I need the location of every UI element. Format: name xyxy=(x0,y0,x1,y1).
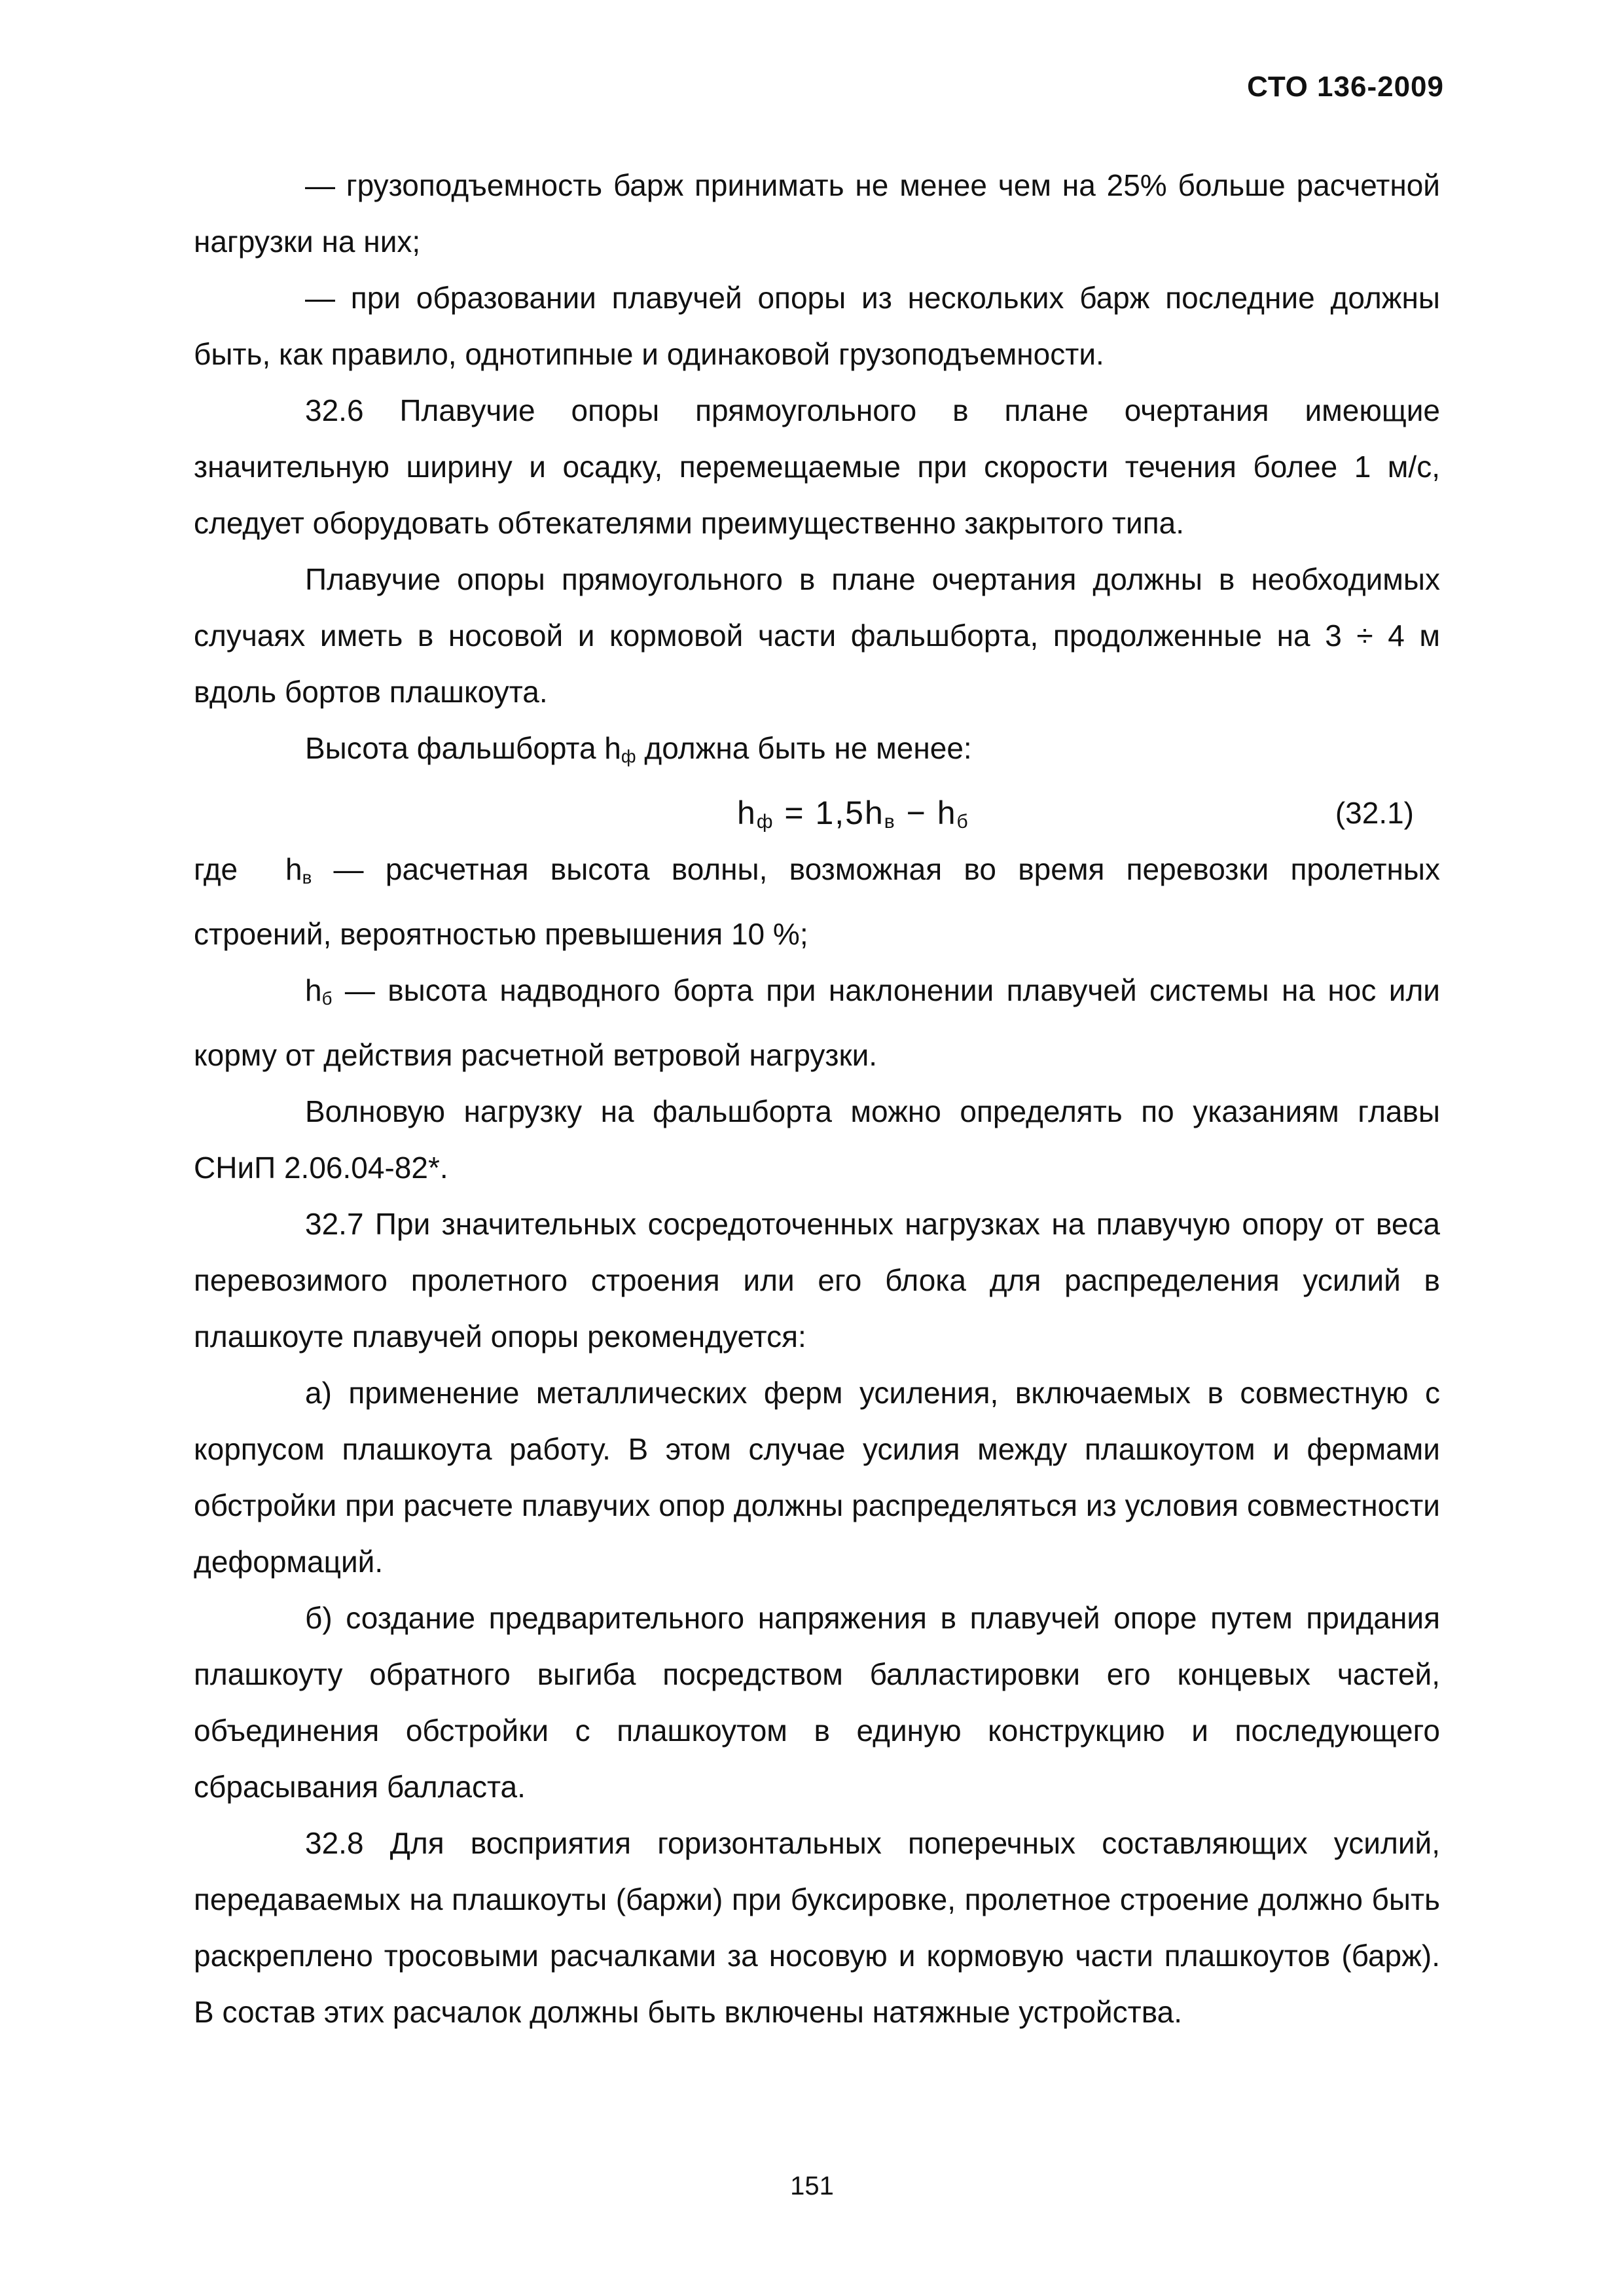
paragraph-bulwarks: Плавучие опоры прямоугольного в плане очертания должны в необходимых случаях иметь в носовой и кормовой части фальшборта, продолженные на 3 ÷ 4 м вдоль бортов плашкоута. xyxy=(194,562,1440,709)
paragraph-barge-capacity: — грузоподъемность барж принимать не менее чем на 25% больше расчетной нагрузки на них; xyxy=(194,168,1440,259)
page-content xyxy=(194,157,1440,2040)
formula-expression: $h_ф = 1,5h_в - h_б$ xyxy=(737,795,969,833)
document-code-header: СТО 136-2009 xyxy=(1247,71,1444,103)
paragraph-32-7: 32.7 При значительных сосредоточенных нагрузках на плавучую опору от веса перевозимого пролетного строения или его блока для распределения усилий в плашкоуте плавучей опоры рекомендуется: xyxy=(194,1207,1440,1354)
paragraph-multiple-barges: — при образовании плавучей опоры из нескольких барж последние должны быть, как правило, однотипные и одинаковой грузоподъемности. xyxy=(194,281,1440,371)
formula-number: (32.1) xyxy=(1335,796,1414,830)
paragraph-item-b: б) создание предварительного напряжения в плавучей опоре путем придания плашкоуту обратного выгиба посредством балластировки его концевых частей, объединения обстройки с плашкоутом в единую конструкцию и последующего сбрасывания балласта. xyxy=(194,1601,1440,1804)
paragraph-bulwark-height: Высота фальшборта $h_ф$ должна быть не менее: xyxy=(305,731,972,766)
paragraph-item-a: а) применение металлических ферм усиления, включаемых в совместную с корпусом плашкоута работу. В этом случае усилия между плашкоутом и фермами обстройки при расчете плавучих опор должны распределяться из условия совместности деформаций. xyxy=(194,1376,1440,1579)
paragraph-32-6: 32.6 Плавучие опоры прямоугольного в плане очертания имеющие значительную ширину и осадку, перемещаемые при скорости течения более 1 м/с, следует оборудовать обтекателями преимущественно закрытого типа. xyxy=(194,393,1440,540)
page-number: 151 xyxy=(790,2172,834,2200)
paragraph-wave-load: Волновую нагрузку на фальшборта можно определять по указаниям главы СНиП 2.06.04-82*. xyxy=(194,1094,1440,1185)
paragraph-32-8: 32.8 Для восприятия горизонтальных поперечных составляющих усилий, передаваемых на плашкоуты (баржи) при буксировке, пролетное строение должно быть раскреплено тросовыми расчалками за носовую и кормовую части плашкоутов (барж). В состав этих расчалок должны быть включены натяжные устройства. xyxy=(194,1826,1440,2029)
where-hv-definition: где $h_в$ — расчетная высота волны, возможная во время перевозки пролетных строений, вероятностью превышения 10 %; xyxy=(194,852,1440,951)
where-hb-definition: $h_б$ — высота надводного борта при наклонении плавучей системы на нос или корму от действия расчетной ветровой нагрузки. xyxy=(194,973,1440,1072)
formula-32-1 xyxy=(194,785,1440,841)
